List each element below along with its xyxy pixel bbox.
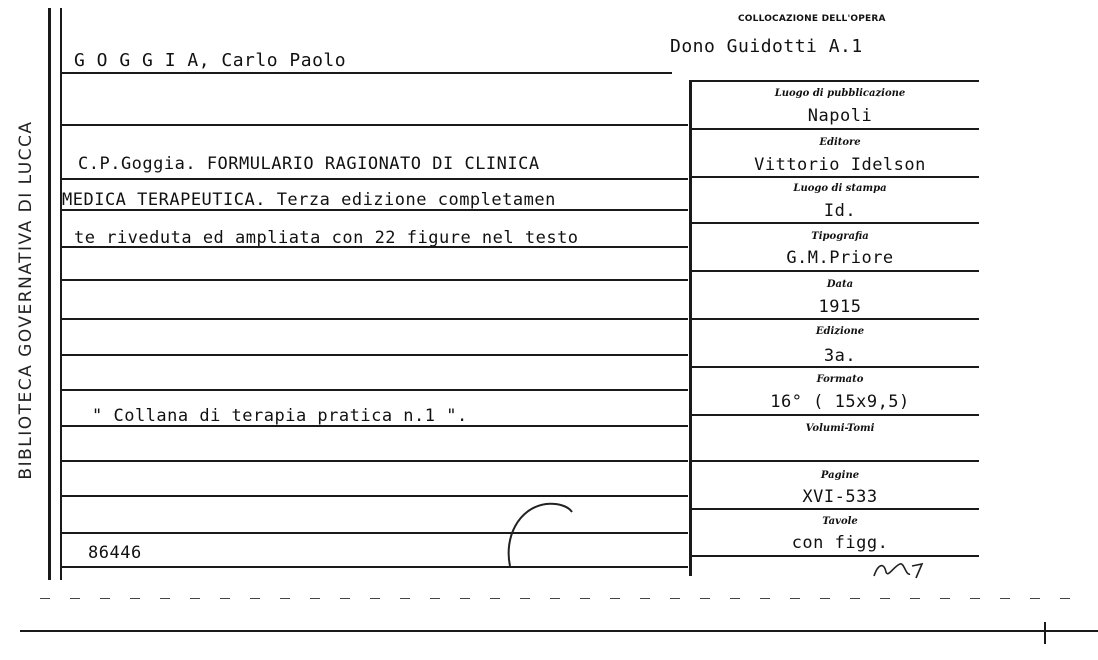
right-rule bbox=[689, 222, 979, 224]
collocazione-value: Dono Guidotti A.1 bbox=[670, 36, 863, 57]
field-value-pagine: XVI-533 bbox=[802, 487, 878, 507]
field-value-tavole: con figg. bbox=[791, 533, 889, 553]
field-label-pagine: Pagine bbox=[820, 470, 860, 481]
field-label-tipografia: Tipografia bbox=[811, 231, 869, 242]
field-value-luogo-pubblicazione: Napoli bbox=[807, 106, 873, 126]
right-rule bbox=[689, 176, 979, 178]
library-side-stamp: BIBLIOTECA GOVERNATIVA DI LUCCA bbox=[16, 120, 36, 480]
title-line-1: C.P.Goggia. FORMULARIO RAGIONATO DI CLINICA bbox=[78, 154, 540, 174]
right-rule bbox=[689, 270, 979, 272]
right-rule bbox=[689, 508, 979, 510]
collocazione-label: COLLOCAZIONE DELL'OPERA bbox=[738, 14, 886, 24]
right-rule bbox=[689, 80, 979, 82]
field-value-tipografia: G.M.Priore bbox=[786, 248, 894, 268]
card-bottom-edge-dashed bbox=[40, 598, 1080, 599]
handwritten-mark bbox=[870, 556, 930, 582]
field-label-luogo-pubblicazione: Luogo di pubblicazione bbox=[774, 88, 906, 99]
field-value-edizione: 3a. bbox=[823, 346, 857, 366]
author-rule bbox=[62, 72, 672, 74]
field-label-formato: Formato bbox=[816, 374, 864, 385]
rule-line bbox=[62, 495, 688, 497]
right-rule bbox=[689, 555, 979, 557]
field-label-tavole: Tavole bbox=[822, 516, 858, 527]
rule-line bbox=[62, 389, 688, 391]
field-value-formato: 16° ( 15x9,5) bbox=[770, 392, 910, 412]
field-value-data: 1915 bbox=[818, 297, 862, 317]
field-value-editore: Vittorio Idelson bbox=[754, 155, 926, 175]
right-rule bbox=[689, 366, 979, 368]
right-column-rule bbox=[689, 80, 692, 576]
rule-line bbox=[62, 566, 688, 568]
rule-line bbox=[62, 124, 688, 126]
right-rule bbox=[689, 460, 979, 462]
left-margin-rule bbox=[48, 8, 51, 580]
rule-line bbox=[62, 532, 688, 534]
inventory-number: 86446 bbox=[88, 543, 142, 563]
field-label-luogo-stampa: Luogo di stampa bbox=[793, 183, 887, 194]
right-rule bbox=[689, 318, 979, 320]
field-label-edizione: Edizione bbox=[815, 326, 865, 337]
title-line-2: MEDICA TERAPEUTICA. Terza edizione completamen bbox=[62, 190, 556, 210]
field-label-data: Data bbox=[826, 279, 854, 290]
faint-stamp-circle bbox=[498, 498, 578, 578]
rule-line bbox=[62, 318, 688, 320]
author-name: G O G G I A, Carlo Paolo bbox=[74, 50, 347, 71]
field-label-editore: Editore bbox=[819, 137, 861, 148]
field-value-luogo-stampa: Id. bbox=[823, 201, 857, 221]
rule-line bbox=[62, 460, 688, 462]
field-label-volumi: Volumi-Tomi bbox=[805, 423, 875, 434]
right-rule bbox=[689, 414, 979, 416]
rule-line bbox=[62, 354, 688, 356]
right-rule bbox=[689, 128, 979, 130]
card-bottom-edge bbox=[20, 630, 1098, 632]
title-line-3: te riveduta ed ampliata con 22 figure nel testo bbox=[74, 228, 579, 248]
right-edge-tick bbox=[1044, 622, 1046, 644]
series-note: " Collana di terapia pratica n.1 ". bbox=[92, 406, 468, 426]
rule-line bbox=[62, 279, 688, 281]
rule-line bbox=[62, 178, 688, 180]
